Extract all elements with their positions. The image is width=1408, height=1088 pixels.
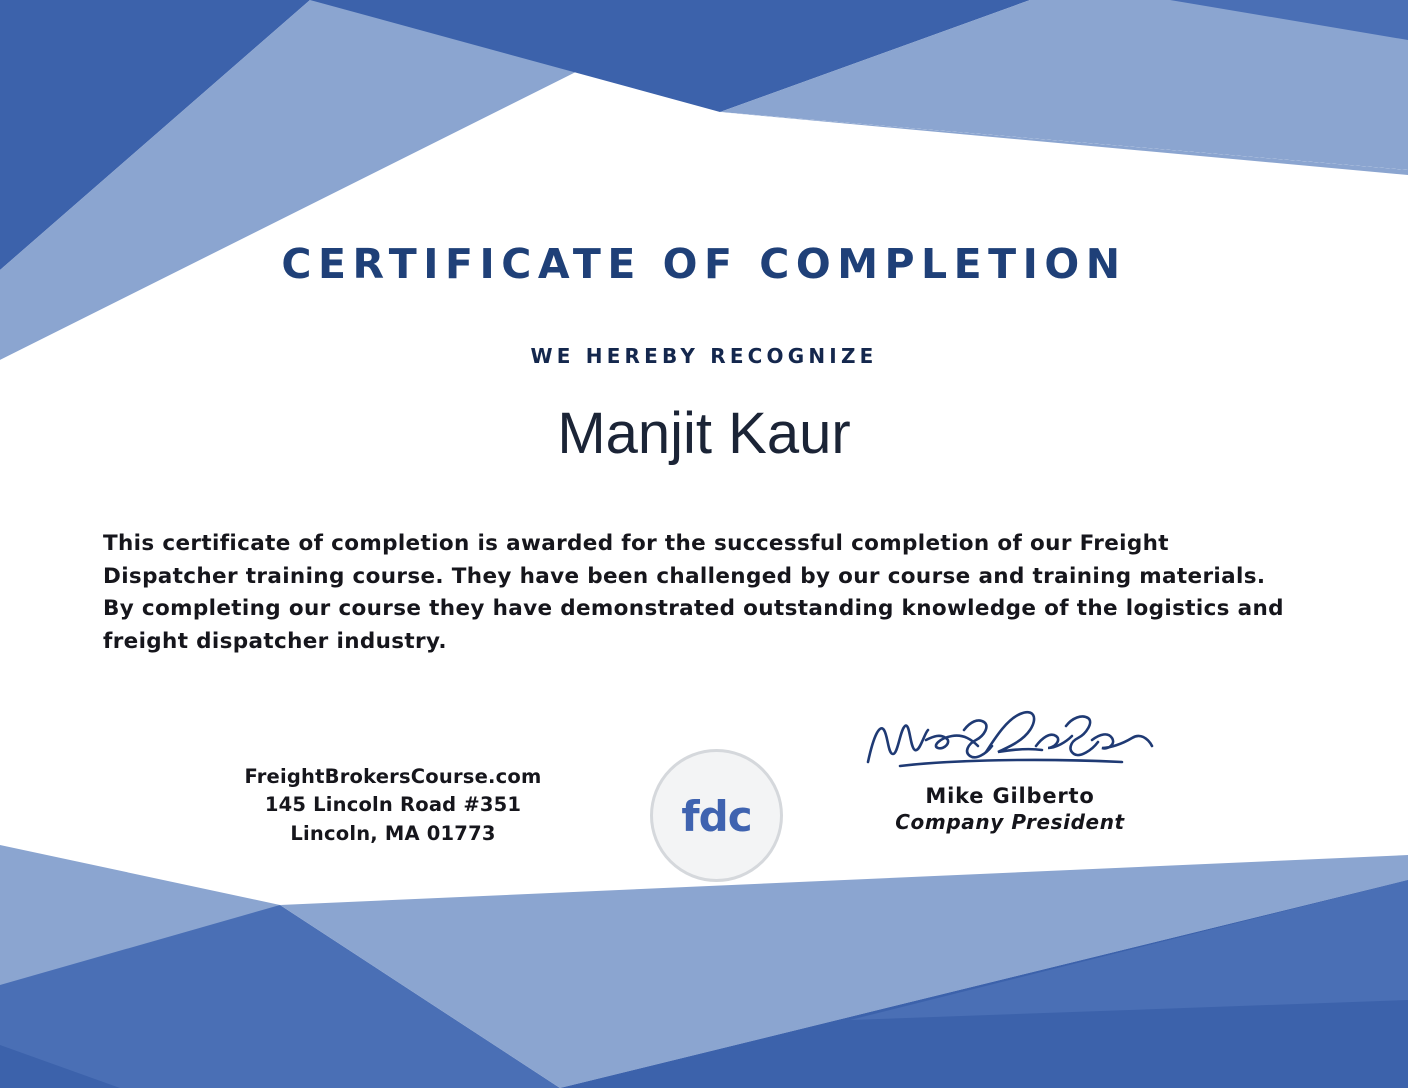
signature-block (820, 700, 1200, 834)
issuer-address-line-1: 145 Lincoln Road #351 (264, 793, 522, 817)
recognition-label: WE HEREBY RECOGNIZE (530, 344, 878, 368)
handwritten-signature-icon (860, 700, 1160, 780)
issuer-address-line-2: Lincoln, MA 01773 (290, 821, 496, 845)
signer-name: Mike Gilberto (925, 784, 1095, 808)
fdc-logo (650, 749, 783, 882)
recipient-name: Manjit Kaur (557, 401, 851, 466)
issuer-website: FreightBrokersCourse.com (244, 765, 542, 788)
logo-wordmark: fdc (681, 792, 752, 841)
award-body-text: This certificate of completion is awarded for the successful completion of our Freight Dispatcher training course. They have been challenged by our course and training materials. By completing our course they have demonstrated outstanding knowledge of the logistics and freight dispatcher industry. (103, 531, 1284, 655)
issuer-address-block (148, 763, 638, 848)
page-title: CERTIFICATE OF COMPLETION (281, 240, 1127, 288)
signer-role: Company President (895, 810, 1125, 834)
